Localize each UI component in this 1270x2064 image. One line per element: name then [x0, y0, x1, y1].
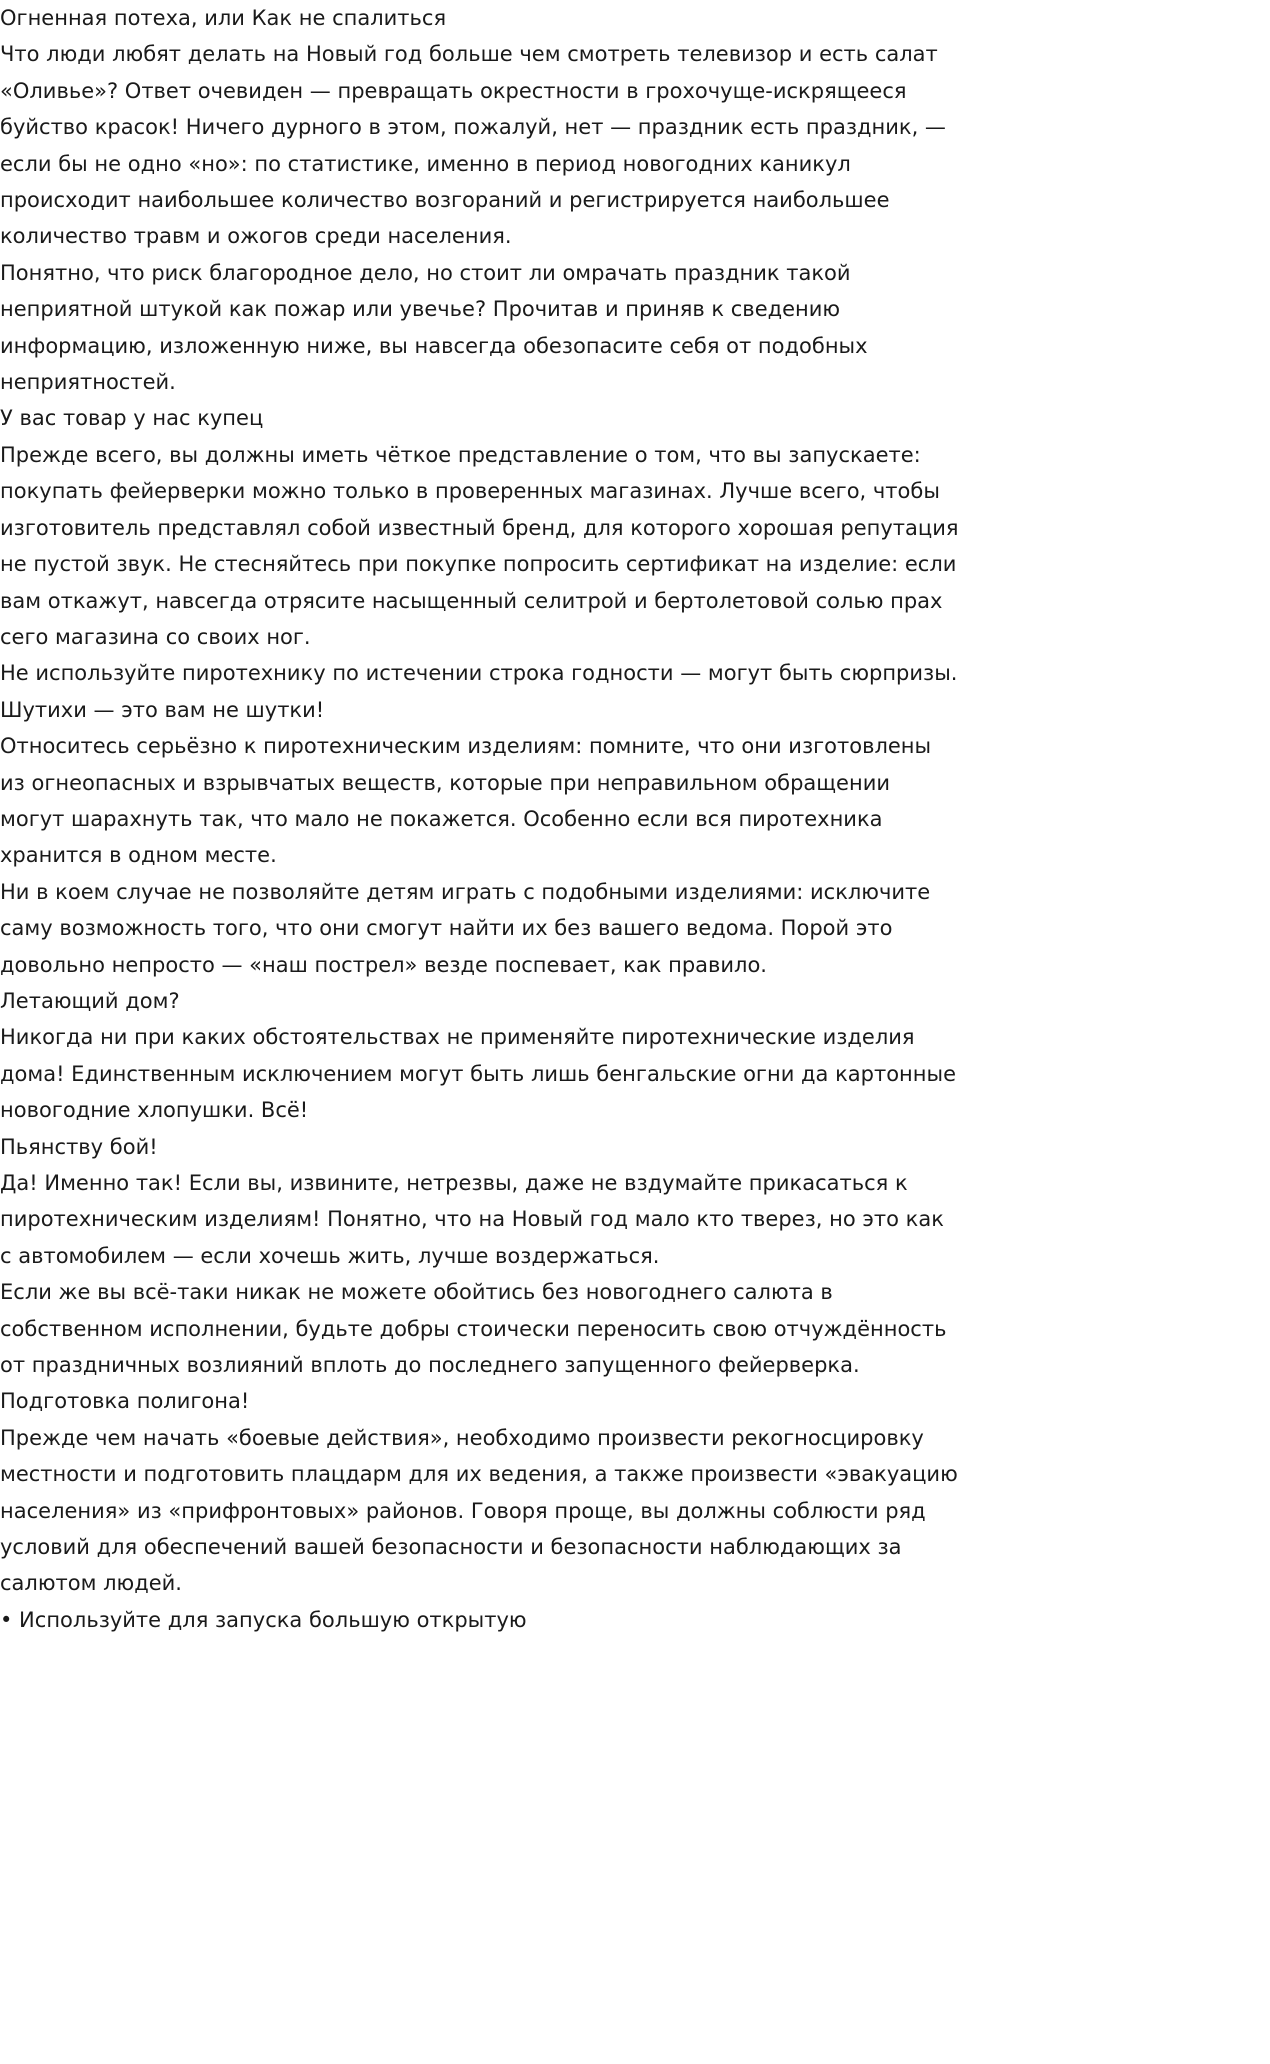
section-flying-house-paragraph-1: Никогда ни при каких обстоятельствах не применяйте пиротехнические изделия дома! Единственным исключением могут быть лишь бенгальские огни да картонные новогодние хлопушки. Всё! [0, 1025, 957, 1123]
section-heading-flying-house: Летающий дом? [0, 988, 180, 1013]
intro-paragraph-2: Понятно, что риск благородное дело, но стоит ли омрачать праздник такой неприятной штукой как пожар или увечье? Прочитав и приняв к сведению информацию, изложенную ниже, вы навсегда обезопасите себя от подобных неприятностей. [0, 260, 868, 395]
section-merchant-paragraph-2: Не используйте пиротехнику по истечении строка годности — могут быть сюрпризы. [0, 661, 958, 686]
section-heading-jokes: Шутихи — это вам не шутки! [0, 697, 325, 722]
section-heading-merchant: У вас товар у нас купец [0, 406, 264, 431]
section-drinking-paragraph-2: Если же вы всё-таки никак не можете обойтись без новогоднего салюта в собственном исполнении, будьте добры стоически переносить свою отчуждённость от праздничных возлияний вплоть до последнего запущенного фейерверка. [0, 1280, 947, 1378]
intro-paragraph-1: Что люди любят делать на Новый год больше чем смотреть телевизор и есть салат «Оливье»? Ответ очевиден — превращать окрестности в грохочуще-искрящееся буйство красок! Ничего дурного в этом, пожалуй, нет — праздник есть праздник, — если бы не одно «но»: по статистике, именно в период новогодних каникул происходит наибольшее количество возгораний и регистрируется наибольшее количество травм и ожогов среди населения. [0, 42, 946, 249]
section-heading-drinking: Пьянству бой! [0, 1134, 158, 1159]
section-jokes-paragraph-2: Ни в коем случае не позволяйте детям играть с подобными изделиями: исключите саму возможность того, что они смогут найти их без вашего ведома. Порой это довольно непросто — «наш пострел» везде поспевает, как правило. [0, 879, 931, 977]
article-title: Огненная потеха, или Как не спалиться [0, 6, 447, 30]
section-polygon-paragraph-1: Прежде чем начать «боевые действия», необходимо произвести рекогносцировку местности и подготовить плацдарм для их ведения, а также произвести «эвакуацию населения» из «прифронтовых» районов. Говоря проще, вы должны соблюсти ряд условий для обеспечений вашей безопасности и безопасности наблюдающих за салютом людей. [0, 1425, 958, 1596]
bullet-item: • Используйте для запуска большую открытую [0, 1607, 527, 1632]
section-drinking-paragraph-1: Да! Именно так! Если вы, извините, нетрезвы, даже не вздумайте прикасаться к пиротехническим изделиям! Понятно, что на Новый год мало кто тверез, но это как с автомобилем — если хочешь жить, лучше воздержаться. [0, 1171, 944, 1268]
section-merchant-paragraph-1: Прежде всего, вы должны иметь чёткое представление о том, что вы запускаете: покупать фейерверки можно только в проверенных магазинах. Лучше всего, чтобы изготовитель представлял собой известный бренд, для которого хорошая репутация не пустой звук. Не стесняйтесь при покупке попросить сертификат на изделие: если вам откажут, навсегда отрясите насыщенный селитрой и бертолетовой солью прах сего магазина со своих ног. [0, 442, 959, 649]
section-heading-polygon: Подготовка полигона! [0, 1389, 250, 1414]
section-jokes-paragraph-1: Относитесь серьёзно к пиротехническим изделиям: помните, что они изготовлены из огнеопасных и взрывчатых веществ, которые при неправильном обращении могут шарахнуть так, что мало не покажется. Особенно если вся пиротехника хранится в одном месте. [0, 734, 932, 868]
